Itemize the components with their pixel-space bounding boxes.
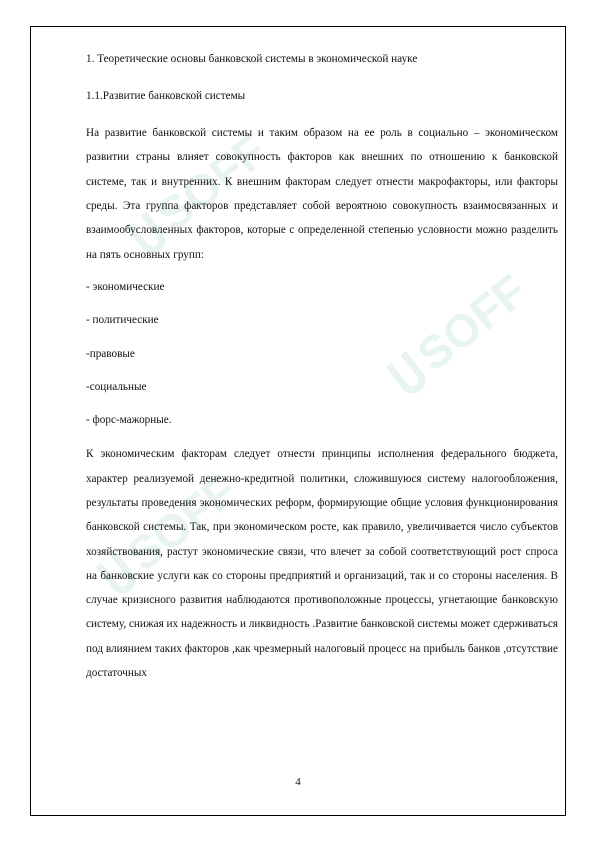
list-item: - политические <box>86 314 159 327</box>
document-body <box>86 52 558 685</box>
list-item: - форс-мажорные. <box>86 414 172 427</box>
paragraph-intro: На развитие банковской системы и таким образом на ее роль в социально – экономическом развитии страны влияет совокупность факторов как внешних по отношению к банковской системе, так и внутренних. К внешним факторам следует отнести макрофакторы, или факторы среды. Эта группа факторов представляет собой вероятною совокупность взаимосвязанных и взаимообусловленных факторов, которые с определенной степенью условности можно разделить на пять основных групп: <box>86 127 558 261</box>
watermark-text: SOFF <box>407 264 537 381</box>
watermark-text: SOFF <box>117 464 247 581</box>
factor-list <box>86 275 558 432</box>
list-item: -социальные <box>86 380 147 393</box>
page-number: 4 <box>295 776 301 788</box>
list-item: -правовые <box>86 347 135 360</box>
watermark-text: SOFF <box>147 124 277 241</box>
list-item: - экономические <box>86 280 165 293</box>
section-subheading: 1.1.Развитие банковской системы <box>86 89 246 102</box>
paragraph-economic-factors: К экономическим факторам следует отнести принципы исполнения федерального бюджета, характер реализуемой денежно-кредитной политики, сложившуюся систему налогообложения, результаты проведения экономических реформ, формирующие общие условия функционирования банковской системы. Так, при экономическом росте, как правило, увеличивается число субъектов хозяйствования, растут экономические связи, что влечет за собой соответствующий рост спроса на банковские услуги как со стороны предприятий и организаций, так и со стороны населения. В случае кризисного развития наблюдаются противоположные процессы, угнетающие банковскую систему, снижая их надежность и ликвидность .Развитие банковской системы может сдерживаться под влиянием таких факторов ,как чрезмерный налоговый процесс на прибыль банков ,отсутствие достаточных <box>86 448 558 680</box>
document-heading: 1. Теоретические основы банковской системы в экономической науке <box>86 53 418 65</box>
